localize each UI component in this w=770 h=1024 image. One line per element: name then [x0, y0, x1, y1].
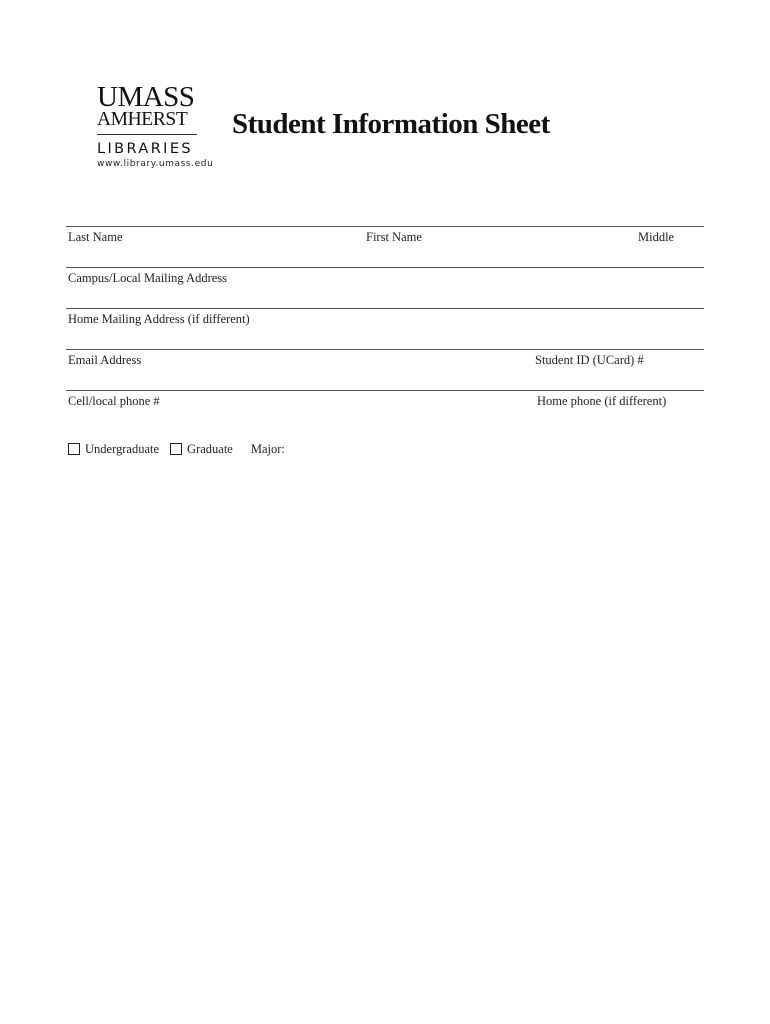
logo-umass: UMASS	[97, 81, 195, 113]
first-name-label: First Name	[366, 230, 422, 244]
campus-address-label: Campus/Local Mailing Address	[68, 271, 228, 285]
logo-divider	[97, 134, 197, 135]
umass-libraries-logo	[97, 81, 214, 170]
last-name-label: Last Name	[68, 230, 123, 244]
logo-libraries: LIBRARIES	[97, 141, 194, 157]
undergraduate-label: Undergraduate	[85, 442, 160, 456]
graduate-checkbox[interactable]	[170, 443, 182, 455]
major-label: Major:	[250, 442, 285, 456]
logo-url: www.library.umass.edu	[97, 159, 214, 169]
name-line[interactable]	[66, 226, 704, 227]
home-phone-label: Home phone (if different)	[537, 394, 667, 408]
middle-name-label: Middle	[638, 230, 675, 244]
logo-amherst: AMHERST	[97, 109, 188, 130]
email-label: Email Address	[68, 353, 142, 367]
home-address-line[interactable]	[66, 308, 704, 309]
student-id-label: Student ID (UCard) #	[535, 353, 644, 367]
email-line[interactable]	[66, 349, 704, 350]
campus-address-line[interactable]	[66, 267, 704, 268]
phone-line[interactable]	[66, 390, 704, 391]
student-status-row	[68, 441, 285, 457]
undergraduate-checkbox[interactable]	[68, 443, 80, 455]
cell-phone-label: Cell/local phone #	[68, 394, 160, 408]
page-title: Student Information Sheet	[232, 108, 550, 140]
home-address-label: Home Mailing Address (if different)	[68, 312, 250, 326]
graduate-label: Graduate	[187, 442, 233, 456]
